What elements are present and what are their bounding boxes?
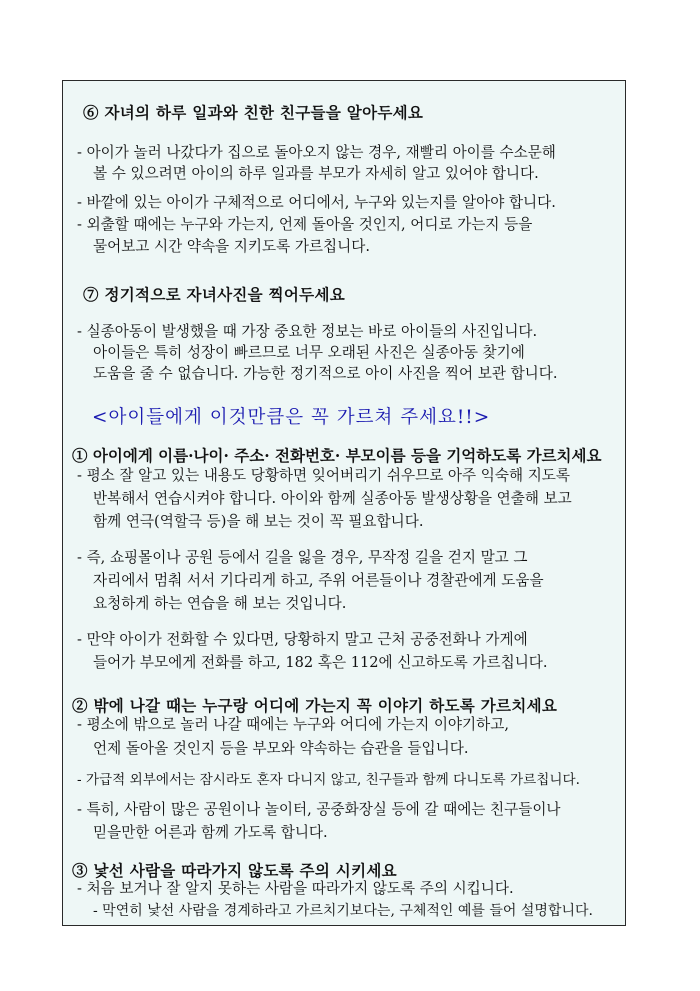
teach3-heading: ③ 낯선 사람을 따라가지 않도록 주의 시키세요 (72, 861, 397, 880)
teach-title: <아이들에게 이것만큼은 꼭 가르쳐 주세요!!> (92, 407, 491, 428)
teach1-line: 요청하게 하는 연습을 해 보는 것입니다. (93, 595, 347, 612)
teach2-line: - 특히, 사람이 많은 공원이나 놀이터, 공중화장실 등에 갈 때에는 친구들이나 (77, 801, 561, 818)
section6-line: - 외출할 때에는 누구와 가는지, 언제 돌아올 것인지, 어디로 가는지 등을 (77, 216, 533, 233)
teach2-line: 믿을만한 어른과 함께 가도록 합니다. (93, 824, 328, 841)
teach1-line: - 만약 아이가 전화할 수 있다면, 당황하지 말고 근처 공중전화나 가게에 (77, 631, 528, 648)
teach2-line: - 평소에 밖으로 놀러 나갈 때에는 누구와 어디에 가는지 이야기하고, (77, 716, 509, 733)
section6-heading: ⑥ 자녀의 하루 일과와 친한 친구들을 알아두세요 (83, 103, 424, 122)
section6-line: - 아이가 놀러 나갔다가 집으로 돌아오지 않는 경우, 재빨리 아이를 수소문해 (77, 144, 556, 161)
section6-line: 물어보고 시간 약속을 지키도록 가르칩니다. (93, 238, 370, 255)
section7-heading: ⑦ 정기적으로 자녀사진을 찍어두세요 (83, 285, 345, 304)
teach3-line: - 막연히 낯선 사람을 경계하라고 가르치기보다는, 구체적인 예를 들어 설명합니다. (93, 903, 593, 919)
teach3-line: - 처음 보거나 잘 알지 못하는 사람을 따라가지 않도록 주의 시킵니다. (77, 880, 514, 897)
section7-line: 아이들은 특히 성장이 빠르므로 너무 오래된 사진은 실종아동 찾기에 (93, 344, 525, 361)
section6-line: 볼 수 있으려면 아이의 하루 일과를 부모가 자세히 알고 있어야 합니다. (93, 165, 539, 182)
section6-line: - 바깥에 있는 아이가 구체적으로 어디에서, 누구와 있는지를 알아야 합니다. (77, 194, 556, 211)
teach1-heading: ① 아이에게 이름·나이· 주소· 전화번호· 부모이름 등을 기억하도록 가르치세요 (72, 446, 602, 465)
teach2-line: 언제 돌아올 것인지 등을 부모와 약속하는 습관을 들입니다. (93, 740, 469, 757)
teach1-line: 들어가 부모에게 전화를 하고, 182 혹은 112에 신고하도록 가르칩니다. (93, 654, 548, 671)
teach2-line: - 가급적 외부에서는 잠시라도 혼자 다니지 않고, 친구들과 함께 다니도록 가르칩니다. (77, 772, 580, 788)
teach2-heading: ② 밖에 나갈 때는 누구랑 어디에 가는지 꼭 이야기 하도록 가르치세요 (72, 696, 558, 715)
teach1-line: 자리에서 멈춰 서서 기다리게 하고, 주위 어른들이나 경찰관에게 도움을 (93, 572, 544, 589)
teach1-line: 함께 연극(역할극 등)을 해 보는 것이 꼭 필요합니다. (93, 513, 424, 530)
teach1-line: - 평소 잘 알고 있는 내용도 당황하면 잊어버리기 쉬우므로 아주 익숙해 지도록 (77, 467, 570, 484)
section7-line: 도움을 줄 수 없습니다. 가능한 정기적으로 아이 사진을 찍어 보관 합니다. (93, 365, 558, 382)
teach1-line: 반복해서 연습시켜야 합니다. 아이와 함께 실종아동 발생상황을 연출해 보고 (93, 490, 572, 507)
section7-line: - 실종아동이 발생했을 때 가장 중요한 정보는 바로 아이들의 사진입니다. (77, 323, 538, 340)
teach1-line: - 즉, 쇼핑몰이나 공원 등에서 길을 잃을 경우, 무작정 길을 걷지 말고 그 (77, 549, 528, 566)
